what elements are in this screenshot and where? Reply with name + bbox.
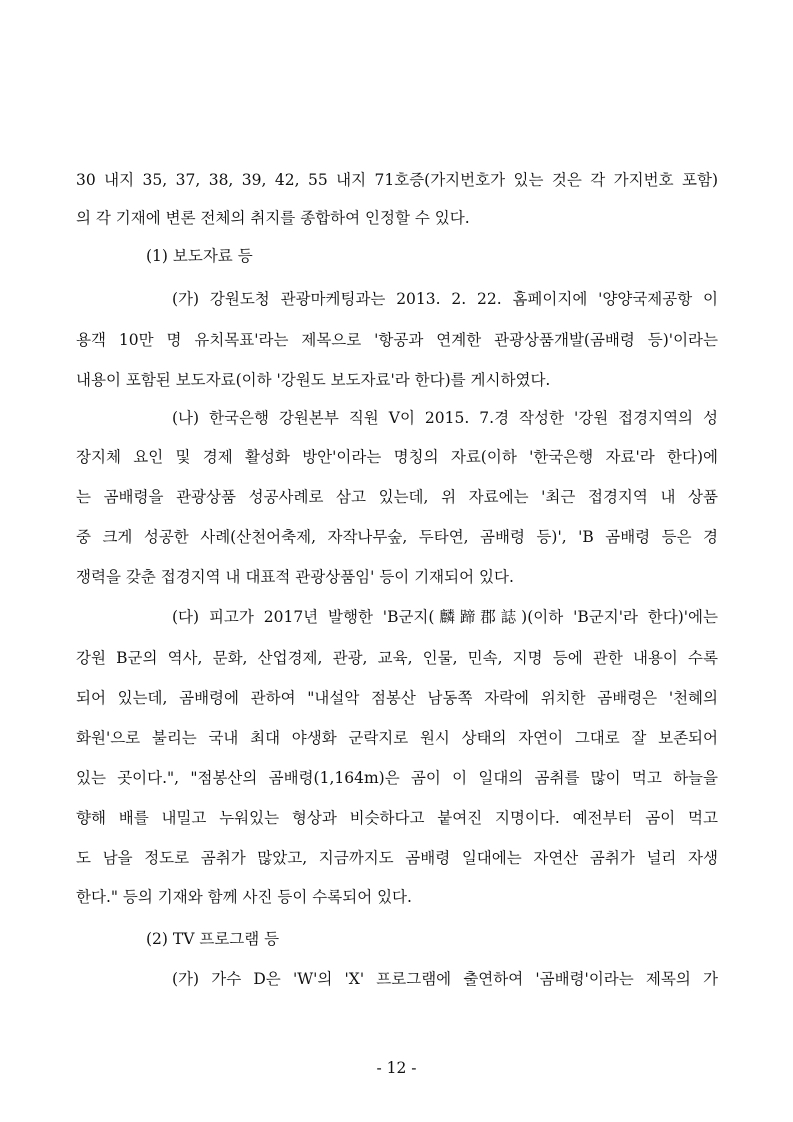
body-text-line: 중 크게 성공한 사례(산천어축제, 자작나무숲, 두타연, 곰배령 등)', 'B 곰배령 등은 경 [76, 528, 718, 546]
body-text-line: 30 내지 35, 37, 38, 39, 42, 55 내지 71호증(가지번호가 있는 것은 각 가지번호 포함) [76, 171, 718, 189]
body-text-line: (다) 피고가 2017년 발행한 'B군지(麟蹄郡誌)(이하 'B군지'라 한다)'에는 [172, 608, 718, 626]
body-text-line: 향해 배를 내밀고 누워있는 형상과 비슷하다고 붙여진 지명이다. 예전부터 곰이 먹고 [76, 809, 718, 827]
body-text-line: 되어 있는데, 곰배령에 관하여 "내설악 점봉산 남동쪽 자락에 위치한 곰배령은 '천혜의 [76, 689, 718, 707]
body-text-line: 한다." 등의 기재와 함께 사진 등이 수록되어 있다. [76, 888, 412, 906]
body-text-line: 도 남을 정도로 곰취가 많았고, 지금까지도 곰배령 일대에는 자연산 곰취가 널리 자생 [76, 849, 718, 867]
body-text-line: 강원 B군의 역사, 문화, 산업경제, 관광, 교육, 인물, 민속, 지명 등에 관한 내용이 수록 [76, 649, 718, 667]
body-text-line: 화원'으로 불리는 국내 최대 야생화 군락지로 원시 상태의 자연이 그대로 잘 보존되어 [76, 729, 718, 747]
body-text-line: 내용이 포함된 보도자료(이하 '강원도 보도자료'라 한다)를 게시하였다. [76, 371, 551, 389]
body-text-line: 있는 곳이다.", "점봉산의 곰배령(1,164m)은 곰이 이 일대의 곰취를 많이 먹고 하늘을 [76, 769, 718, 787]
body-text-line: 용객 10만 명 유치목표'라는 제목으로 '항공과 연계한 관광상품개발(곰배령 등)'이라는 [76, 331, 718, 349]
body-text-line: (나) 한국은행 강원본부 직원 V이 2015. 7.경 작성한 '강원 접경지역의 성 [172, 409, 718, 427]
body-text-line: 는 곰배령을 관광상품 성공사례로 삼고 있는데, 위 자료에는 '최근 접경지역 내 상품 [76, 488, 718, 506]
body-text-line: 쟁력을 갖춘 접경지역 내 대표적 관광상품임' 등이 기재되어 있다. [76, 568, 514, 586]
page-number: - 12 - [376, 1059, 417, 1077]
section-heading: (1) 보도자료 등 [146, 247, 253, 265]
body-text-line: (가) 강원도청 관광마케팅과는 2013. 2. 22. 홈페이지에 '양양국제공항 이 [172, 290, 718, 308]
body-text-line: (가) 가수 D은 'W'의 'X' 프로그램에 출연하여 '곰배령'이라는 제목의 가 [172, 970, 718, 988]
body-text-line: 의 각 기재에 변론 전체의 취지를 종합하여 인정할 수 있다. [76, 209, 470, 227]
body-text-line: 장지체 요인 및 경제 활성화 방안'이라는 명칭의 자료(이하 '한국은행 자료'라 한다)에 [76, 448, 718, 466]
section-heading: (2) TV 프로그램 등 [146, 930, 280, 948]
